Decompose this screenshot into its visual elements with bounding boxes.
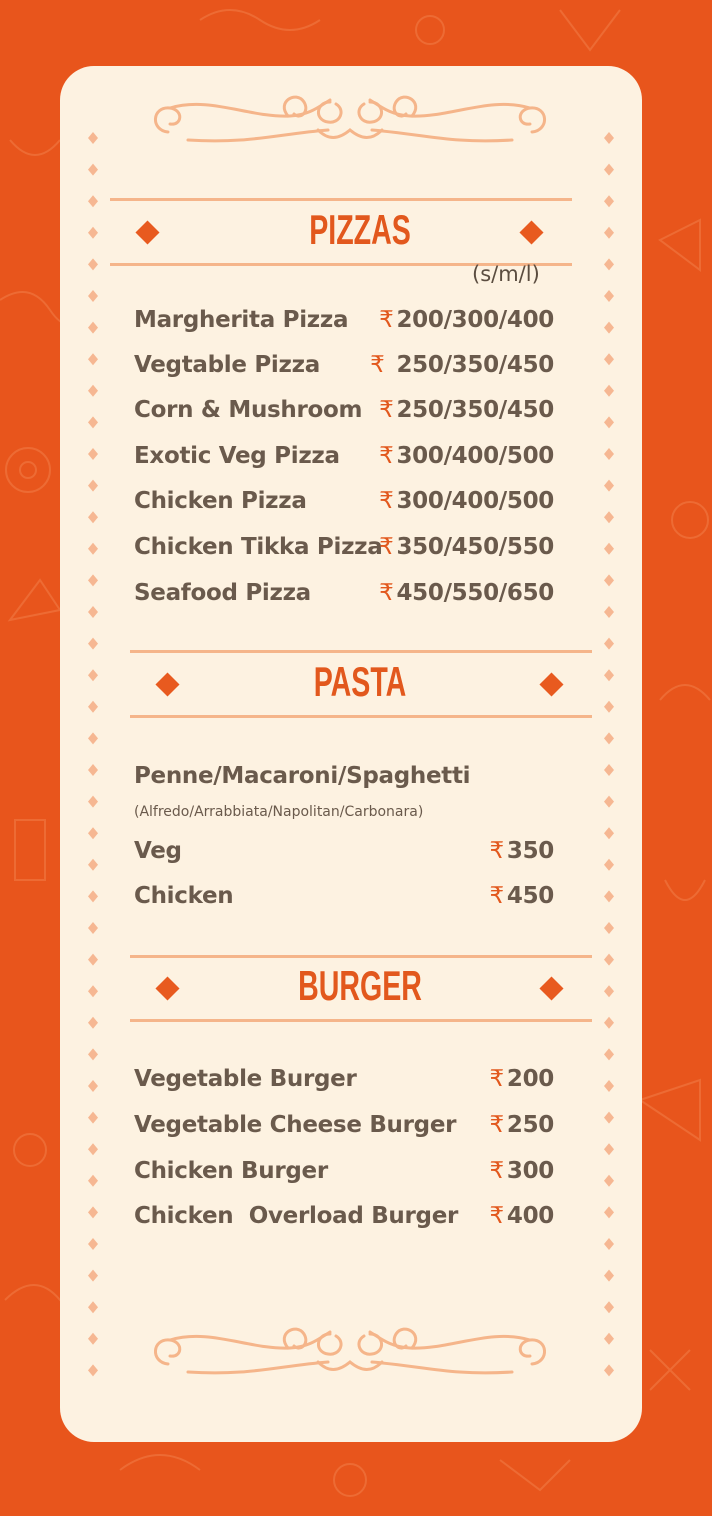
border-diamond-icon	[88, 890, 98, 902]
border-diamond-icon	[88, 1333, 98, 1345]
right-diamond-border	[602, 66, 616, 1442]
burger-top-rule	[130, 955, 592, 958]
border-diamond-icon	[604, 701, 614, 713]
border-diamond-icon	[88, 1112, 98, 1124]
border-diamond-icon	[604, 890, 614, 902]
border-diamond-icon	[604, 1143, 614, 1155]
border-diamond-icon	[604, 195, 614, 207]
border-diamond-icon	[604, 1238, 614, 1250]
list-item	[134, 580, 554, 614]
list-item	[134, 1203, 554, 1237]
item-price	[490, 1112, 554, 1138]
rupee-icon: ₹	[379, 443, 394, 469]
border-diamond-icon	[604, 954, 614, 966]
border-diamond-icon	[88, 1364, 98, 1376]
border-diamond-icon	[604, 511, 614, 523]
top-swirl-ornament	[148, 92, 552, 152]
border-diamond-icon	[88, 1017, 98, 1029]
item-price	[379, 397, 554, 423]
border-diamond-icon	[604, 638, 614, 650]
item-name: Margherita Pizza	[134, 307, 349, 333]
border-diamond-icon	[88, 385, 98, 397]
rupee-icon: ₹	[379, 534, 394, 560]
border-diamond-icon	[604, 1175, 614, 1187]
item-name: Vegetable Cheese Burger	[134, 1112, 457, 1138]
list-item	[134, 443, 554, 477]
border-diamond-icon	[88, 164, 98, 176]
border-diamond-icon	[604, 606, 614, 618]
border-diamond-icon	[604, 1080, 614, 1092]
price-value: 300	[506, 1158, 554, 1184]
border-diamond-icon	[604, 796, 614, 808]
border-diamond-icon	[88, 290, 98, 302]
border-diamond-icon	[604, 416, 614, 428]
border-diamond-icon	[604, 1270, 614, 1282]
border-diamond-icon	[88, 132, 98, 144]
border-diamond-icon	[604, 132, 614, 144]
rupee-icon: ₹	[489, 1112, 504, 1138]
border-diamond-icon	[604, 448, 614, 460]
list-item	[134, 838, 554, 872]
border-diamond-icon	[604, 385, 614, 397]
border-diamond-icon	[88, 480, 98, 492]
price-value: 450/550/650	[396, 580, 554, 606]
item-name: Vegtable Pizza	[134, 352, 320, 378]
item-price	[490, 1203, 554, 1229]
price-value: 250/350/450	[396, 397, 554, 423]
border-diamond-icon	[88, 669, 98, 681]
border-diamond-icon	[604, 1301, 614, 1313]
border-diamond-icon	[604, 1333, 614, 1345]
border-diamond-icon	[88, 258, 98, 270]
price-value: 300/400/500	[396, 443, 554, 469]
list-item	[134, 1112, 554, 1146]
list-item	[134, 883, 554, 917]
border-diamond-icon	[604, 480, 614, 492]
border-diamond-icon	[604, 669, 614, 681]
item-name: Chicken Tikka Pizza	[134, 534, 383, 560]
burger-bottom-rule	[130, 1019, 592, 1022]
item-name: Corn & Mushroom	[134, 397, 363, 423]
price-value: 400	[506, 1203, 554, 1229]
rupee-icon: ₹	[489, 1066, 504, 1092]
border-diamond-icon	[88, 985, 98, 997]
border-diamond-icon	[88, 606, 98, 618]
border-diamond-icon	[604, 985, 614, 997]
border-diamond-icon	[88, 195, 98, 207]
item-price	[490, 838, 554, 864]
border-diamond-icon	[88, 827, 98, 839]
list-item	[134, 1158, 554, 1192]
item-price	[370, 352, 554, 378]
pasta-heading: PASTA	[313, 658, 407, 705]
item-price	[490, 883, 554, 909]
item-price	[379, 534, 554, 560]
item-name: Veg	[134, 838, 182, 864]
border-diamond-icon	[604, 258, 614, 270]
price-value: 450	[506, 883, 554, 909]
border-diamond-icon	[88, 859, 98, 871]
pasta-top-rule	[130, 650, 592, 653]
border-diamond-icon	[604, 1017, 614, 1029]
list-item	[134, 352, 554, 386]
border-diamond-icon	[88, 701, 98, 713]
border-diamond-icon	[604, 290, 614, 302]
border-diamond-icon	[88, 1238, 98, 1250]
price-value: 300/400/500	[396, 488, 554, 514]
item-name: Exotic Veg Pizza	[134, 443, 340, 469]
border-diamond-icon	[604, 859, 614, 871]
item-price	[379, 488, 554, 514]
pasta-subtitle-row	[134, 763, 554, 797]
item-name: Chicken Burger	[134, 1158, 328, 1184]
border-diamond-icon	[88, 732, 98, 744]
border-diamond-icon	[88, 543, 98, 555]
item-price	[379, 307, 554, 333]
pizzas-heading: PIZZAS	[309, 206, 411, 253]
item-name: Chicken Overload Burger	[134, 1203, 459, 1229]
border-diamond-icon	[604, 827, 614, 839]
item-price	[490, 1158, 554, 1184]
price-value: 250	[506, 1112, 554, 1138]
list-item	[134, 307, 554, 341]
rupee-icon: ₹	[379, 580, 394, 606]
border-diamond-icon	[88, 1143, 98, 1155]
pasta-sauces-note: (Alfredo/Arrabbiata/Napolitan/Carbonara)	[134, 804, 424, 820]
price-value: 200/300/400	[396, 307, 554, 333]
rupee-icon: ₹	[489, 883, 504, 909]
border-diamond-icon	[88, 922, 98, 934]
burger-heading: BURGER	[298, 962, 422, 1009]
border-diamond-icon	[88, 1206, 98, 1218]
rupee-icon: ₹	[379, 488, 394, 514]
border-diamond-icon	[604, 164, 614, 176]
item-price	[490, 1066, 554, 1092]
border-diamond-icon	[88, 796, 98, 808]
border-diamond-icon	[604, 1206, 614, 1218]
border-diamond-icon	[88, 954, 98, 966]
border-diamond-icon	[604, 732, 614, 744]
border-diamond-icon	[88, 1080, 98, 1092]
rupee-icon: ₹	[379, 307, 394, 333]
item-price	[379, 443, 554, 469]
border-diamond-icon	[88, 511, 98, 523]
border-diamond-icon	[604, 353, 614, 365]
border-diamond-icon	[88, 764, 98, 776]
rupee-icon: ₹	[489, 1203, 504, 1229]
pizzas-top-rule	[110, 198, 572, 201]
pizzas-size-note: (s/m/l)	[472, 262, 540, 286]
pasta-bottom-rule	[130, 715, 592, 718]
rupee-icon: ₹	[489, 838, 504, 864]
list-item	[134, 488, 554, 522]
border-diamond-icon	[88, 1175, 98, 1187]
border-diamond-icon	[604, 543, 614, 555]
border-diamond-icon	[88, 1270, 98, 1282]
border-diamond-icon	[88, 638, 98, 650]
list-item	[134, 1066, 554, 1100]
border-diamond-icon	[88, 353, 98, 365]
item-name: Seafood Pizza	[134, 580, 311, 606]
item-name: Chicken	[134, 883, 234, 909]
border-diamond-icon	[88, 1301, 98, 1313]
price-value: 200	[506, 1066, 554, 1092]
border-diamond-icon	[604, 227, 614, 239]
border-diamond-icon	[604, 922, 614, 934]
item-price	[379, 580, 554, 606]
list-item	[134, 534, 554, 568]
border-diamond-icon	[88, 416, 98, 428]
border-diamond-icon	[604, 1364, 614, 1376]
border-diamond-icon	[88, 448, 98, 460]
border-diamond-icon	[88, 227, 98, 239]
price-value: 350/450/550	[396, 534, 554, 560]
border-diamond-icon	[604, 1048, 614, 1060]
border-diamond-icon	[604, 1112, 614, 1124]
item-name: Vegetable Burger	[134, 1066, 357, 1092]
rupee-icon: ₹	[370, 352, 385, 378]
price-value: 250/350/450	[396, 352, 554, 378]
border-diamond-icon	[604, 574, 614, 586]
rupee-icon: ₹	[379, 397, 394, 423]
bottom-swirl-ornament	[148, 1324, 552, 1384]
rupee-icon: ₹	[489, 1158, 504, 1184]
price-value: 350	[506, 838, 554, 864]
pasta-subtitle: Penne/Macaroni/Spaghetti	[134, 763, 471, 789]
left-diamond-border	[86, 66, 100, 1442]
list-item	[134, 397, 554, 431]
item-name: Chicken Pizza	[134, 488, 307, 514]
border-diamond-icon	[604, 764, 614, 776]
border-diamond-icon	[88, 322, 98, 334]
border-diamond-icon	[88, 574, 98, 586]
border-diamond-icon	[88, 1048, 98, 1060]
border-diamond-icon	[604, 322, 614, 334]
